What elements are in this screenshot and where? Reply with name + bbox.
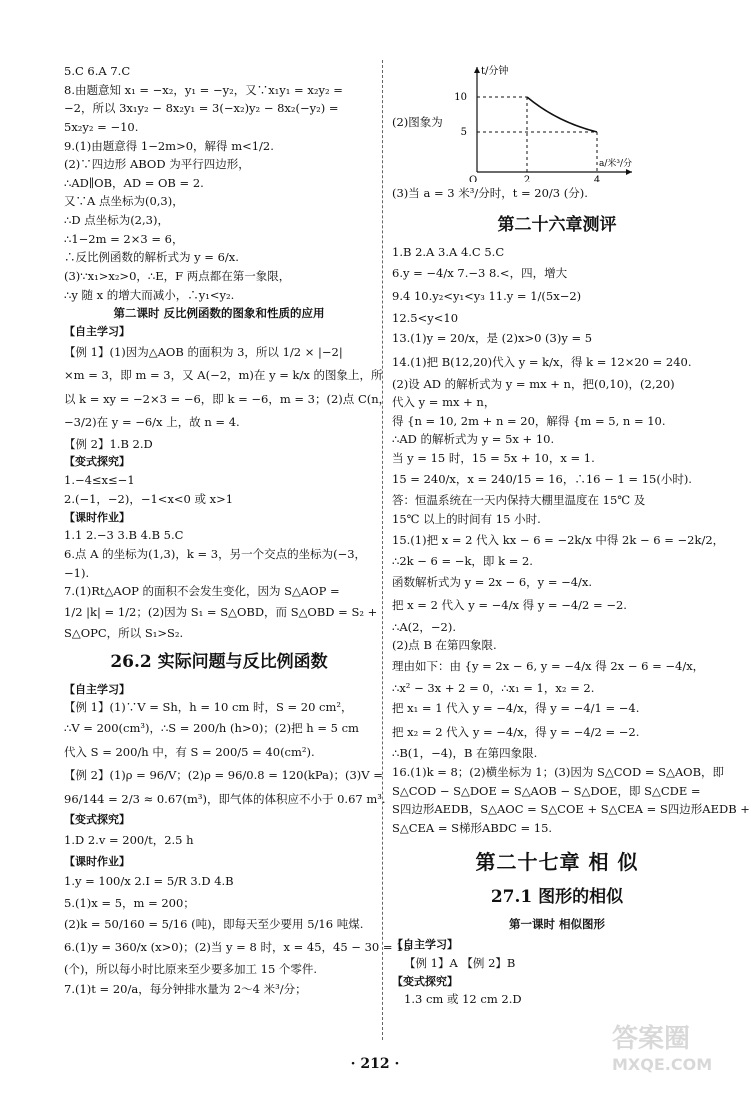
right-line: 27.1 图形的相似 — [490, 886, 624, 907]
left-line: S△OPC，所以 S₁>S₂. — [64, 626, 184, 641]
right-line: ∴x² − 3x + 2 = 0，∴x₁ = 1，x₂ = 2. — [392, 680, 595, 695]
right-line: 15℃ 以上的时间有 15 小时. — [392, 511, 541, 526]
right-line: 15.(1)把 x = 2 代入 kx − 6 = −2k/x 中得 2k − 6 = −2k/2， — [392, 532, 725, 547]
right-line: ∴2k − 6 = −k，即 k = 2. — [392, 554, 533, 569]
curve — [527, 97, 597, 132]
right-line: 第二十六章测评 — [497, 214, 617, 235]
left-line: 1.1 2.−3 3.B 4.B 5.C — [64, 528, 184, 543]
left-line: 【自主学习】 — [64, 682, 130, 696]
right-lines — [392, 182, 750, 1009]
left-line: ∴1−2m = 2×3 = 6， — [64, 231, 184, 246]
right-line: 第二十七章 相 似 — [475, 849, 639, 874]
left-line: 【变式探究】 — [64, 455, 130, 469]
left-line: 5.(1)x = 5，m = 200； — [64, 895, 195, 910]
right-line: S△COD − S△DOE = S△AOB − S△DOE，即 S△CDE = — [392, 783, 701, 798]
left-line: 第二课时 反比例函数的图象和性质的应用 — [113, 306, 325, 321]
origin-label: O — [468, 175, 477, 182]
left-line: 【变式探究】 — [64, 813, 130, 827]
left-line: 【课时作业】 — [64, 510, 130, 524]
left-line: 5x₂y₂ = −10. — [64, 119, 139, 134]
right-line: 13.(1)y = 20/x，是 (2)x>0 (3)y = 5 — [392, 331, 593, 346]
column-divider — [382, 60, 383, 1040]
right-line: 【变式探究】 — [392, 974, 458, 988]
right-line: 【例 1】A 【例 2】B — [404, 955, 516, 970]
watermark-logo: 答案圈 — [612, 1024, 691, 1054]
right-line: 把 x = 2 代入 y = −4/x 得 y = −4/2 = −2. — [392, 598, 627, 613]
left-line: (3)∵x₁>x₂>0，∴E，F 两点都在第一象限， — [64, 268, 291, 283]
right-line: 答：恒温系统在一天内保持大棚里温度在 15℃ 及 — [392, 493, 646, 508]
right-line: 16.(1)k = 8；(2)横坐标为 1；(3)因为 S△COD = S△AOB，即 — [392, 765, 725, 780]
right-line: 6.y = −4/x 7.−3 8.<，四，增大 — [392, 265, 568, 280]
y-axis-label: t/分钟 — [480, 66, 509, 77]
page-number: · 212 · — [350, 1056, 400, 1072]
left-line: 又∵A 点坐标为(0,3)， — [64, 194, 184, 209]
right-line: 14.(1)把 B(12,20)代入 y = k/x，得 k = 12×20 = 240. — [392, 355, 692, 370]
left-line: 1.D 2.v = 200/t，2.5 h — [64, 833, 194, 848]
right-line: S四边形AEDB，S△AOC = S△COE + S△CEA = S四边形AEDB + — [392, 802, 750, 817]
right-line: (3)当 a = 3 米³/分时，t = 20/3 (分). — [392, 186, 588, 200]
right-line: ∴AD 的解析式为 y = 5x + 10. — [392, 432, 555, 447]
left-line: 96/144 = 2/3 ≈ 0.67(m³)，即气体的体积应不小于 0.67 m³. — [64, 791, 386, 806]
left-line: ∴AD∥OB，AD = OB = 2. — [64, 175, 204, 190]
watermark — [612, 1018, 732, 1084]
left-line: 9.(1)由题意得 1−2m>0，解得 m<1/2. — [64, 138, 274, 153]
right-line: 1.B 2.A 3.A 4.C 5.C — [392, 245, 505, 260]
left-line: 代入 S = 200/h 中，有 S = 200/5 = 40(cm²). — [64, 744, 315, 759]
left-line: ∴V = 200(cm³)，∴S = 200/h (h>0)；(2)把 h = 5 cm — [64, 720, 359, 735]
left-line: (2)∵四边形 ABOD 为平行四边形， — [64, 157, 250, 172]
left-line: (2)k = 50/160 = 5/16 (吨)，即每天至少要用 5/16 吨煤. — [64, 916, 364, 931]
left-line: 5.C 6.A 7.C — [64, 64, 131, 78]
left-line: 【例 1】(1)因为△AOB 的面积为 3，所以 1/2 × |−2| — [64, 344, 343, 359]
left-line: 【例 2】(1)ρ = 96/V；(2)ρ = 96/0.8 = 120(kPa)；(3)V = — [64, 768, 383, 783]
right-line: S△CEA = S梯形ABDC = 15. — [392, 820, 553, 835]
left-column — [64, 62, 411, 1002]
right-line: ∴B(1，−4)，B 在第四象限. — [392, 746, 538, 761]
left-line: 7.(1)t = 20/a，每分钟排水量为 2～4 米³/分； — [64, 982, 307, 997]
tick-y-10: 10 — [454, 92, 467, 103]
left-line: 【例 1】(1)∵V = Sh，h = 10 cm 时，S = 20 cm²， — [64, 700, 353, 715]
left-line: 1.y = 100/x 2.I = 5/R 3.D 4.B — [64, 874, 234, 889]
right-line: 1.3 cm 或 12 cm 2.D — [404, 992, 522, 1007]
left-line: ∴y 随 x 的增大而减小，∴y₁<y₂. — [64, 287, 235, 302]
right-line: (2)设 AD 的解析式为 y = mx + n，把(0,10)，(2,20) — [392, 376, 675, 391]
time-flow-graph — [447, 62, 637, 182]
left-line: 【例 2】1.B 2.D — [64, 436, 153, 451]
watermark-url: MXQE.COM — [612, 1055, 713, 1074]
left-line: ∴反比例函数的解析式为 y = 6/x. — [64, 250, 239, 265]
right-line: 把 x₁ = 1 代入 y = −4/x，得 y = −4/1 = −4. — [392, 701, 640, 716]
left-line: −3/2)在 y = −6/x 上，故 n = 4. — [64, 415, 240, 430]
left-line: (个)，所以每小时比原来至少要多加工 15 个零件. — [64, 961, 318, 976]
left-line: 1.−4≤x≤−1 — [64, 473, 135, 488]
tick-x-2: 2 — [523, 175, 530, 182]
left-line: ×m = 3，即 m = 3，又 A(−2，m)在 y = k/x 的图象上，所 — [64, 368, 383, 383]
right-line: (2)点 B 在第四象限. — [392, 638, 497, 653]
left-line: 1/2 |k| = 1/2；(2)因为 S₁ = S△OBD，而 S△OBD = S₂ + — [64, 604, 378, 619]
guide-lines — [477, 97, 597, 172]
right-line: 【自主学习】 — [392, 938, 458, 952]
tick-x-4: 4 — [593, 175, 600, 182]
right-line: 得 {n = 10, 2m + n = 20，解得 {m = 5, n = 10. — [392, 413, 666, 428]
right-line: 9.4 10.y₂<y₁<y₃ 11.y = 1/(5x−2) — [392, 289, 582, 304]
x-axis-arrow — [626, 169, 632, 175]
right-line: 理由如下：由 {y = 2x − 6, y = −4/x 得 2x − 6 = −4/x， — [392, 659, 705, 674]
left-line: 以 k = xy = −2×3 = −6，即 k = −6，m = 3；(2)点 C(n， — [64, 391, 391, 406]
right-line: 第一课时 相似图形 — [508, 917, 605, 932]
right-line: 把 x₂ = 2 代入 y = −4/x，得 y = −4/2 = −2. — [392, 724, 640, 739]
left-line: 【课时作业】 — [64, 854, 130, 868]
tick-y-5: 5 — [460, 127, 467, 138]
right-line: 15 = 240/x，x = 240/15 = 16，∴16 − 1 = 15(小时). — [392, 471, 692, 486]
left-line: 2.(−1，−2)，−1<x<0 或 x>1 — [64, 491, 234, 506]
y-axis-arrow — [474, 67, 480, 73]
graph-label: (2)图象为 — [392, 114, 443, 129]
left-line: 26.2 实际问题与反比例函数 — [110, 652, 328, 672]
right-line: 函数解析式为 y = 2x − 6，y = −4/x. — [392, 574, 593, 589]
right-column — [392, 62, 750, 1009]
right-line: 当 y = 15 时，15 = 5x + 10，x = 1. — [392, 451, 595, 466]
left-line: 8.由题意知 x₁ = −x₂，y₁ = −y₂，又∵x₁y₁ = x₂y₂ = — [64, 82, 343, 97]
left-line: 6.(1)y = 360/x (x>0)；(2)当 y = 8 时，x = 45，45 − 30 = 15 — [64, 940, 411, 955]
right-line: 代入 y = mx + n， — [392, 395, 496, 410]
left-line: 6.点 A 的坐标为(1,3)，k = 3，另一个交点的坐标为(−3， — [64, 546, 367, 561]
graph-block — [392, 62, 722, 182]
x-axis-label: a/米³/分 — [598, 159, 632, 169]
left-line: 7.(1)Rt△AOP 的面积不会发生变化，因为 S△AOP = — [64, 584, 340, 599]
left-line: ∴D 点坐标为(2,3)， — [64, 213, 169, 227]
left-line: −1). — [64, 565, 90, 580]
right-line: ∴A(2，−2). — [392, 619, 457, 634]
right-line: 12.5<y<10 — [392, 310, 459, 325]
left-line: 【自主学习】 — [64, 324, 130, 338]
left-line: −2，所以 3x₁y₂ − 8x₂y₁ = 3(−x₂)y₂ − 8x₂(−y₂) = — [64, 101, 339, 116]
